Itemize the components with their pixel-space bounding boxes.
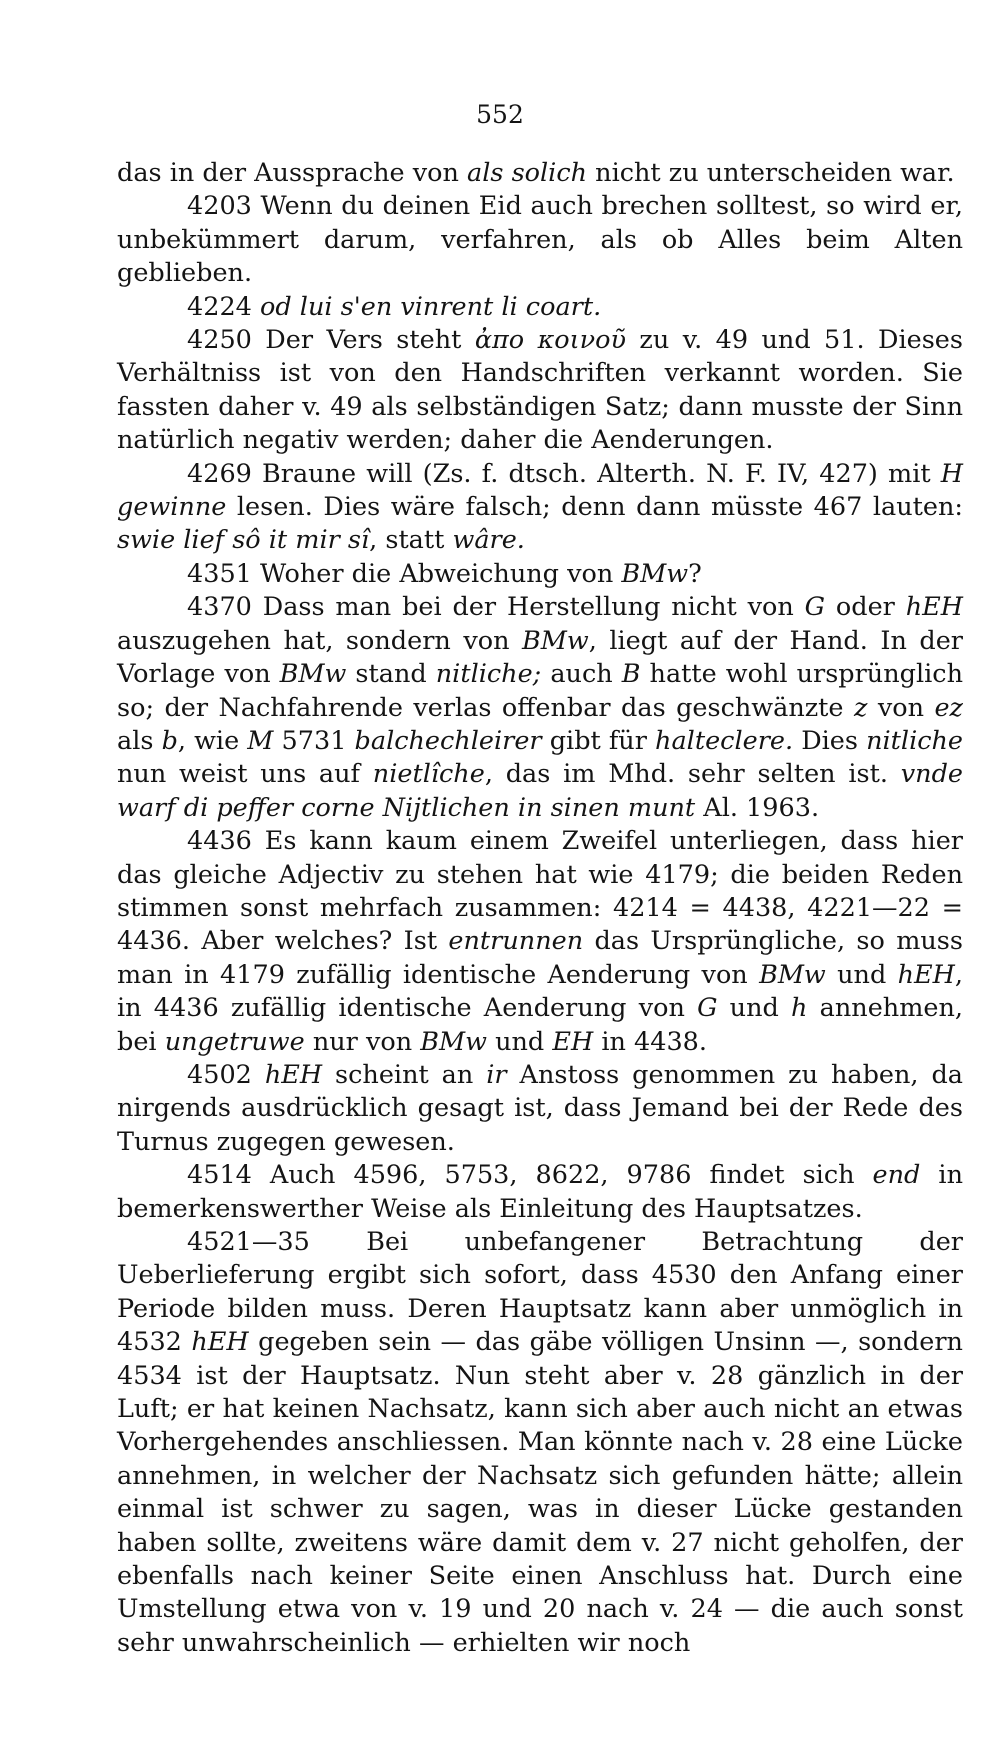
- text-run: gegeben sein — das gäbe völligen Unsinn —, sondern 4534 ist der Hauptsatz. Nun steht aber v. 28 gänzlich in der Luft; er hat keinen Nachsatz, kann sich aber auch nicht an etwas Vorhergehendes anschliessen. Man könnte nach v. 28 eine Lücke annehmen, in welcher der Nachsatz sich gefunden hätte; allein einmal ist schwer zu sagen, was in dieser Lücke gestanden haben sollte, zweitens wäre damit dem v. 27 nicht geholfen, der ebenfalls nach keiner Seite einen Anschluss hat. Durch eine Umstellung etwa von v. 19 und 20 nach v. 24 — die auch sonst sehr unwahrscheinlich — erhielten wir noch: [117, 1327, 963, 1658]
- italic-text: nietlîche: [372, 759, 485, 790]
- italic-text: nitliche: [866, 725, 964, 756]
- text-run: Dies: [793, 725, 867, 756]
- text-run: 4521—35 Bei unbefangener Betrachtung der Ueberlieferung ergibt sich sofort, dass 4530 den Anfang einer Periode bilden muss. Deren Hauptsatz kann aber unmöglich in 4532: [117, 1227, 963, 1358]
- note-paragraph: [117, 190, 963, 290]
- italic-text: nitliche;: [435, 659, 542, 690]
- text-run: 4502: [187, 1059, 265, 1090]
- italic-text: wâre.: [452, 525, 525, 556]
- note-paragraph: [117, 1059, 963, 1159]
- italic-text: als solich: [467, 158, 588, 188]
- italic-text: G: [697, 993, 718, 1024]
- text-run: scheint an: [322, 1059, 487, 1090]
- italic-text: BMw: [522, 625, 589, 656]
- note-paragraph: [117, 591, 963, 825]
- text-run: 4351 Woher die Abweichung von: [187, 558, 622, 589]
- text-run: und: [717, 993, 792, 1024]
- italic-text: end: [872, 1160, 921, 1191]
- italic-text: balchechleirer: [354, 725, 542, 756]
- note-paragraph: [117, 1226, 963, 1660]
- text-run: nur von: [304, 1026, 421, 1057]
- text-run: gibt für: [541, 725, 656, 756]
- text-run: und: [825, 959, 898, 990]
- italic-text: hEH: [191, 1327, 249, 1358]
- italic-text: BMw: [621, 558, 689, 589]
- note-paragraph: [117, 825, 963, 1059]
- italic-text: BMw: [279, 659, 347, 690]
- text-run: , liegt auf der Hand. In der Vorlage von: [117, 625, 963, 690]
- text-run: zu v. 49 und 51. Dieses Verhältniss ist von den Handschriften verkannt worden. Sie fassten daher v. 49 als selbständigen Satz; dann musste der Sinn natürlich negativ werden; daher die Aenderungen.: [117, 325, 963, 456]
- text-run: , das im Mhd. sehr selten ist.: [484, 759, 901, 790]
- italic-text: ir: [486, 1059, 507, 1090]
- italic-text: b: [161, 725, 178, 756]
- text-run: das Ursprüngliche, so muss man in 4179 zufällig identische Aenderung von: [117, 926, 963, 990]
- italic-text: z: [853, 692, 868, 723]
- text-run: Al. 1963.: [695, 792, 820, 823]
- italic-text: G: [804, 592, 826, 623]
- italic-text: BMw: [420, 1026, 487, 1057]
- text-run: 4436 Es kann kaum einem Zweifel unterliegen, dass hier das gleiche Adjectiv zu stehen hat wie 4179; die beiden Reden stimmen sonst mehrfach zusammen: 4214 = 4438, 4221—22 = 4436. Aber welches? Ist: [117, 826, 963, 957]
- italic-text: B: [621, 659, 641, 690]
- text-run: lesen. Dies wäre falsch; denn dann müsste 467 lauten:: [226, 492, 963, 523]
- note-paragraph: [117, 558, 963, 591]
- note-paragraph: [117, 291, 963, 324]
- italic-text: ἀπο κοινοῦ: [474, 325, 627, 356]
- commentary-text: [117, 157, 963, 1660]
- italic-text: hEH: [897, 959, 955, 990]
- text-run: hatte wohl ursprünglich so; der Nachfahrende verlas offenbar das geschwänzte: [117, 659, 963, 723]
- text-run: , statt: [369, 525, 453, 556]
- note-paragraph: [117, 1159, 963, 1226]
- text-run: 4514 Auch 4596, 5753, 8622, 9786 findet sich: [187, 1160, 873, 1191]
- page-number: 552: [476, 100, 524, 129]
- italic-text: vnde warf di peffer corne Nijtlichen in sinen munt: [117, 759, 963, 823]
- italic-text: ungetruwe: [164, 1026, 305, 1057]
- text-run: ?: [688, 558, 702, 589]
- text-run: 4250 Der Vers steht: [187, 325, 475, 356]
- italic-text: H gewinne: [117, 458, 963, 523]
- italic-text: EH: [552, 1026, 594, 1057]
- italic-text: od lui s'en vinrent li coart.: [260, 291, 602, 322]
- text-run: nicht zu unterscheiden war.: [587, 158, 955, 188]
- italic-text: halteclere.: [655, 725, 794, 756]
- text-run: 4370 Dass man bei der Herstellung nicht von: [187, 592, 805, 623]
- text-run: auszugehen hat, sondern von: [117, 625, 523, 656]
- italic-text: swie lief sô it mir sî: [117, 525, 370, 556]
- text-run: , in 4436 zufällig identische Aenderung von: [117, 959, 963, 1024]
- text-run: 5731: [273, 725, 355, 756]
- italic-text: ez: [934, 692, 963, 723]
- italic-text: h: [791, 993, 808, 1024]
- italic-text: entrunnen: [448, 926, 584, 957]
- text-run: 4224: [187, 291, 261, 322]
- text-run: und: [486, 1026, 553, 1057]
- text-run: , wie: [177, 725, 248, 756]
- text-run: annehmen, bei: [117, 993, 964, 1057]
- text-run: stand: [346, 659, 436, 690]
- italic-text: hEH: [264, 1059, 323, 1090]
- italic-text: hEH: [905, 592, 963, 623]
- text-run: 4203 Wenn du deinen Eid auch brechen solltest, so wird er, unbekümmert darum, verfahren, als ob Alles beim Alten geblieben.: [117, 191, 963, 289]
- text-run: als: [117, 725, 162, 756]
- italic-text: M: [247, 725, 274, 756]
- text-run: oder: [825, 592, 906, 623]
- note-paragraph: [117, 324, 963, 458]
- text-run: nun weist uns auf: [117, 759, 373, 790]
- continuation-paragraph: [117, 157, 963, 190]
- text-run: 4269 Braune will (Zs. f. dtsch. Alterth. N. F. IV, 427) mit: [187, 458, 941, 489]
- italic-text: BMw: [759, 959, 826, 990]
- text-run: das in der Aussprache von: [117, 158, 468, 188]
- note-paragraph: [117, 458, 963, 558]
- text-run: Anstoss genommen zu haben, da nirgends ausdrücklich gesagt ist, dass Jemand bei der Rede des Turnus zugegen gewesen.: [117, 1059, 963, 1157]
- text-run: auch: [541, 659, 622, 690]
- text-run: in 4438.: [593, 1026, 708, 1057]
- text-run: von: [867, 692, 935, 723]
- text-run: in bemerkenswerther Weise als Einleitung des Hauptsatzes.: [117, 1160, 963, 1224]
